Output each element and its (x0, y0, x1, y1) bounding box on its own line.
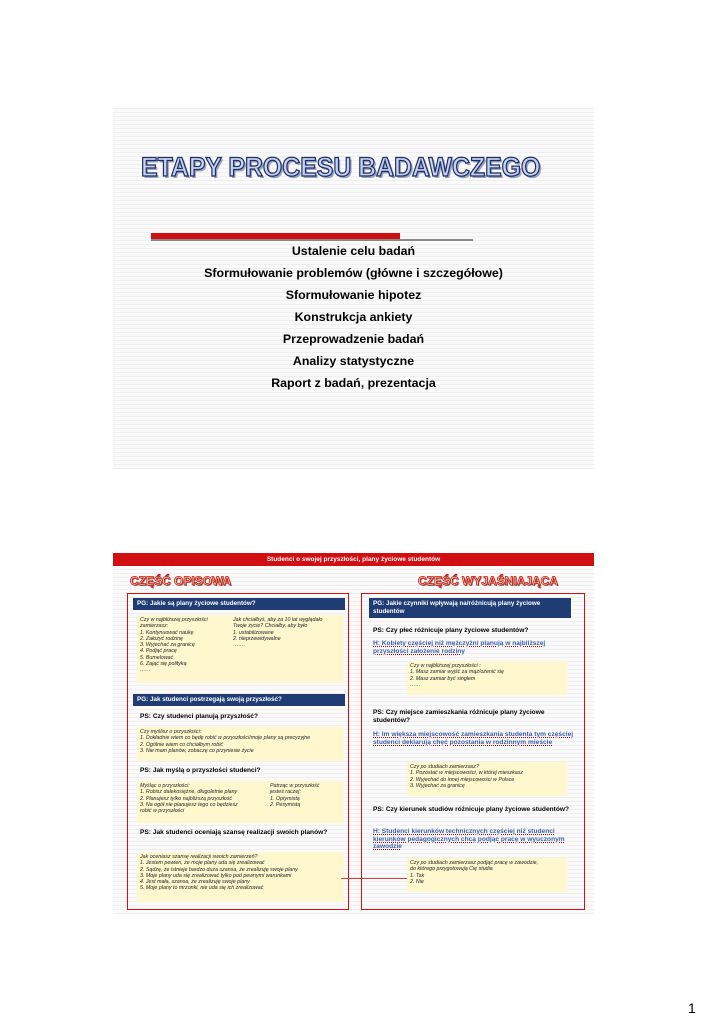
left-note-3 (137, 781, 344, 823)
left-heading: CZĘŚĆ OPISOWA (130, 574, 232, 588)
note-line: 1. Robisz dalekosiężne, długoletnie plany (140, 789, 238, 796)
note-line: Twoje życie? Chciałby, aby było (233, 623, 308, 630)
note-line: Czy w najbliższej przyszłości : (410, 663, 481, 669)
right-pg1: PG: Jakie czynniki wpływają na/różnicują plany życiowe studentów (369, 598, 571, 618)
left-pg2: PG: Jak studenci postrzegają swoją przyszłość? (133, 694, 345, 706)
note-col-1 (140, 783, 238, 814)
left-ps2: PS: Jak myślą o przyszłości studenci? (140, 767, 261, 774)
note-line: 2. Ogólnie wiem co chciałbym robić (140, 741, 224, 748)
note-line: robić w przyszłości (140, 808, 185, 815)
note-line: 1. Optymistą (270, 795, 300, 802)
stage-item: Przeprowadzenie badań (282, 332, 425, 346)
note-line: …… (140, 667, 151, 674)
left-note-1 (137, 615, 344, 683)
note-col-2 (270, 783, 319, 808)
hypothesis-text: H: Kobiety częściej niż mężczyźni planują w najbliższej przyszłości założenie rodziny (373, 640, 546, 655)
note-line: Jak oceniasz szansę realizacji swoich zamierzeń? (140, 854, 258, 860)
note-line: Myśląc o przyszłości: (140, 783, 190, 789)
page-number: 1 (688, 1000, 696, 1016)
note-line: 4. Podjąć pracę (140, 648, 177, 655)
note-line: 1. Pozostać w miejscowości, w której mieszkasz (410, 770, 524, 777)
note-line: Czy po studiach zamierzasz podjąć pracę w zawodzie, (410, 860, 539, 866)
right-note-1 (407, 661, 567, 695)
note-line: 6. Zająć się polityką (140, 661, 187, 668)
right-ps1: PS: Czy płeć różnicuje plany życiowe studentów? (373, 627, 529, 634)
right-note-3 (407, 858, 567, 892)
stage-item: Analizy statystyczne (292, 354, 415, 368)
title-underline-gray (151, 239, 473, 241)
left-pg1: PG: Jakie są plany życiowe studentów? (133, 598, 345, 610)
slide-1-title: ETAPY PROCESU BADAWCZEGO (141, 152, 541, 182)
note-col-1 (140, 617, 208, 674)
stage-item: Sformułowanie problemów (główne i szczegółowe) (204, 266, 503, 280)
stage-item: Konstrukcja ankiety (294, 310, 413, 324)
right-h2 (373, 731, 578, 746)
note-line: 2. Pesymistą (270, 801, 301, 808)
left-note-4 (137, 852, 344, 902)
right-ps2: PS: Czy miejsce zamieszkania różnicuje plany życiowe studentów? (373, 709, 545, 724)
note-line: 1. Dokładnie wiem co będę robić w przyszłości/moje plany są precyzyjne (140, 735, 311, 742)
right-note-2 (407, 762, 567, 796)
stage-item: Sformułowanie hipotez (285, 288, 422, 302)
note-line: 3. Wyjechać za granicę (140, 642, 195, 649)
note-line: 2. Masz zamiar być singlem (410, 675, 476, 682)
note-line: 2. Założyć rodzinę (140, 635, 183, 642)
left-note-2 (137, 727, 344, 761)
stage-item: Raport z badań, prezentacja (271, 376, 436, 390)
note-line: 3. Wyjechać za granicę (410, 782, 465, 789)
stage-item: Ustalenie celu badań (291, 244, 416, 258)
hypothesis-text: H: Studenci kierunków technicznych częściej niż studenci kierunków pedagogicznych chcą podjąć pracę w wyuczonym zawodzie (373, 828, 565, 851)
note-line: 1. Tak (410, 872, 425, 879)
note-line: ……. (233, 642, 246, 649)
note-line: zamierzasz: (140, 623, 169, 630)
note-line: 3. Nie mam planów, zobaczę co przyniesie życie (140, 747, 254, 754)
note-line: 3. Na ogół nie planujesz tego co będziesz (140, 801, 238, 808)
right-heading: CZĘŚĆ WYJAŚNIAJĄCA (418, 574, 559, 588)
note-line: 2. Nie (410, 878, 424, 885)
slide-1 (113, 108, 594, 469)
note-line: Jak chciałbyś, aby za 10 lat wyglądało (233, 617, 323, 623)
right-h1 (373, 640, 578, 655)
note-line: 5. Moje plany to mrzonki, nie uda się ich zrealizować (140, 885, 264, 892)
note-line: 1. Jestem pewien, że moje plany uda się zrealizować (140, 860, 265, 867)
hypothesis-text: H: Im większa miejscowość zamieszkania studenta tym częściej studenci deklarują chęć pozostania w rodzinnym mieście (373, 731, 574, 746)
note-line: 3. Moje plany uda się zrealizować tylko pod pewnymi warunkami (140, 872, 292, 879)
note-line: 4. Jest mała, szansa, że zrealizuję swoje plany (140, 879, 250, 886)
left-ps1: PS: Czy studenci planują przyszłość? (140, 713, 258, 720)
note-line: 1. ustabilizowane (233, 629, 274, 636)
note-line: Patrząc w przyszłość (270, 783, 320, 789)
slide-2 (113, 553, 594, 914)
left-ps3: PS: Jak studenci oceniają szansę realizacji swoich planów? (140, 829, 328, 836)
note-line: Czy w najbliższej przyszłości (140, 617, 208, 623)
note-line: 2. nieprzewidywalne (233, 635, 281, 642)
note-line: do którego przygotowują Cię studia (410, 866, 493, 873)
note-line: …… (410, 681, 421, 688)
note-line: 1. Masz zamiar wyjść za mąż/ożenić się (410, 669, 504, 676)
right-h3 (373, 828, 578, 851)
slide-2-banner: Studenci o swojej przyszłości, plany życiowe studentów (113, 553, 594, 566)
note-line: 5. Bumelować (140, 654, 174, 661)
note-line: 1. Kontynuować naukę (140, 629, 194, 636)
note-line: jesteś raczej: (270, 789, 301, 796)
note-line: 2. Wyjechać do innej miejscowości w Polsce (410, 776, 515, 783)
note-line: 2. Planujesz tylko najbliższą przyszłość (140, 795, 233, 802)
note-line: Czy po studiach zamierzasz? (410, 764, 479, 770)
note-line: 2. Sądzę, że istnieje bardzo duża szansa, że zrealizuję swoje plany (140, 866, 298, 873)
note-line: Czy myślisz o przyszłości: (140, 729, 202, 735)
note-col-2 (233, 617, 323, 648)
right-ps3: PS: Czy kierunek studiów różnicuje plany życiowe studentów? (373, 806, 570, 813)
